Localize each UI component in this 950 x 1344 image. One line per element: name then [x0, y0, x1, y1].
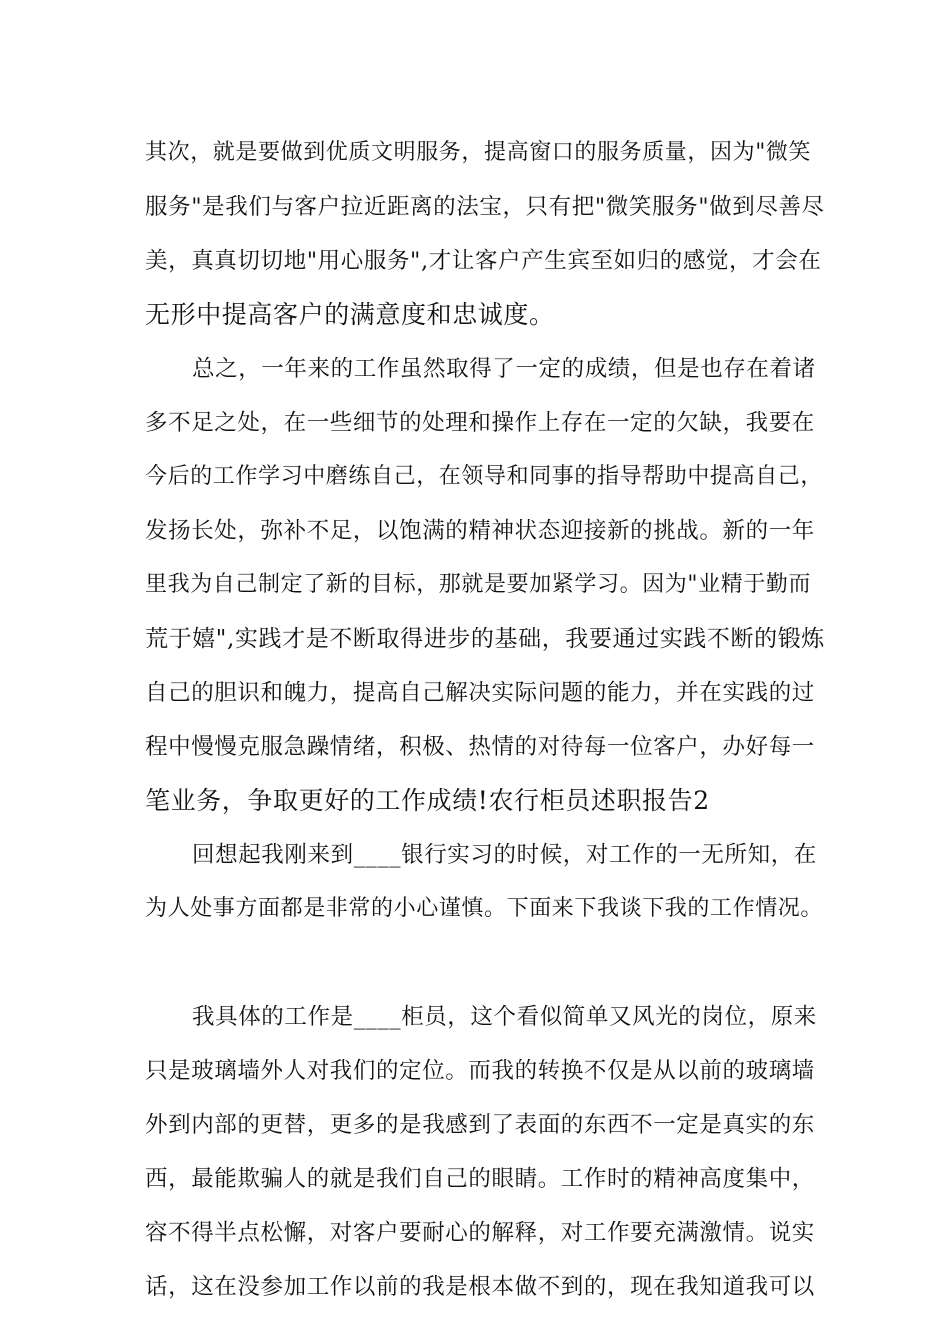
paragraph-4-line-2: 只是玻璃墙外人对我们的定位。而我的转换不仅是从以前的玻璃墙: [145, 1058, 815, 1084]
paragraph-2-line-8: 程中慢慢克服急躁情绪，积极、热情的对待每一位客户，办好每一: [145, 734, 815, 760]
paragraph-1-line-2: 服务"是我们与客户拉近距离的法宝，只有把"微笑服务"做到尽善尽: [145, 194, 825, 220]
paragraph-4-line-3: 外到内部的更替，更多的是我感到了表面的东西不一定是真实的东: [145, 1112, 815, 1138]
paragraph-4-line-1: 我具体的工作是____柜员，这个看似简单又风光的岗位，原来: [192, 1004, 817, 1030]
paragraph-4-line-6: 话，这在没参加工作以前的我是根本做不到的，现在我知道我可以: [145, 1274, 815, 1300]
paragraph-2-line-9: 笔业务，争取更好的工作成绩!农行柜员述职报告2: [145, 786, 710, 815]
paragraph-2-line-6: 荒于嬉",实践才是不断取得进步的基础，我要通过实践不断的锻炼: [145, 626, 825, 652]
paragraph-2-line-2: 多不足之处，在一些细节的处理和操作上存在一定的欠缺，我要在: [145, 410, 815, 436]
paragraph-3-line-1: 回想起我刚来到____银行实习的时候，对工作的一无所知，在: [192, 842, 817, 868]
paragraph-1-line-4: 无形中提高客户的满意度和忠诚度。: [145, 300, 555, 329]
paragraph-2-line-3: 今后的工作学习中磨练自己，在领导和同事的指导帮助中提高自己，: [145, 464, 824, 489]
paragraph-2-line-1: 总之，一年来的工作虽然取得了一定的成绩，但是也存在着诸: [192, 356, 816, 382]
paragraph-4-line-4: 西，最能欺骗人的就是我们自己的眼睛。工作时的精神高度集中，: [145, 1166, 815, 1192]
paragraph-3-line-2: 为人处事方面都是非常的小心谨慎。下面来下我谈下我的工作情况。: [145, 896, 824, 921]
paragraph-1-line-1: 其次，就是要做到优质文明服务，提高窗口的服务质量，因为"微笑: [145, 140, 812, 165]
paragraph-4-line-5: 容不得半点松懈，对客户要耐心的解释，对工作要充满激情。说实: [145, 1220, 815, 1246]
paragraph-1-line-3: 美，真真切切地"用心服务",才让客户产生宾至如归的感觉，才会在: [145, 248, 822, 274]
paragraph-2-line-5: 里我为自己制定了新的目标，那就是要加紧学习。因为"业精于勤而: [145, 572, 812, 597]
paragraph-2-line-7: 自己的胆识和魄力，提高自己解决实际问题的能力，并在实践的过: [145, 680, 815, 706]
paragraph-2-line-4: 发扬长处，弥补不足，以饱满的精神状态迎接新的挑战。新的一年: [145, 518, 815, 544]
